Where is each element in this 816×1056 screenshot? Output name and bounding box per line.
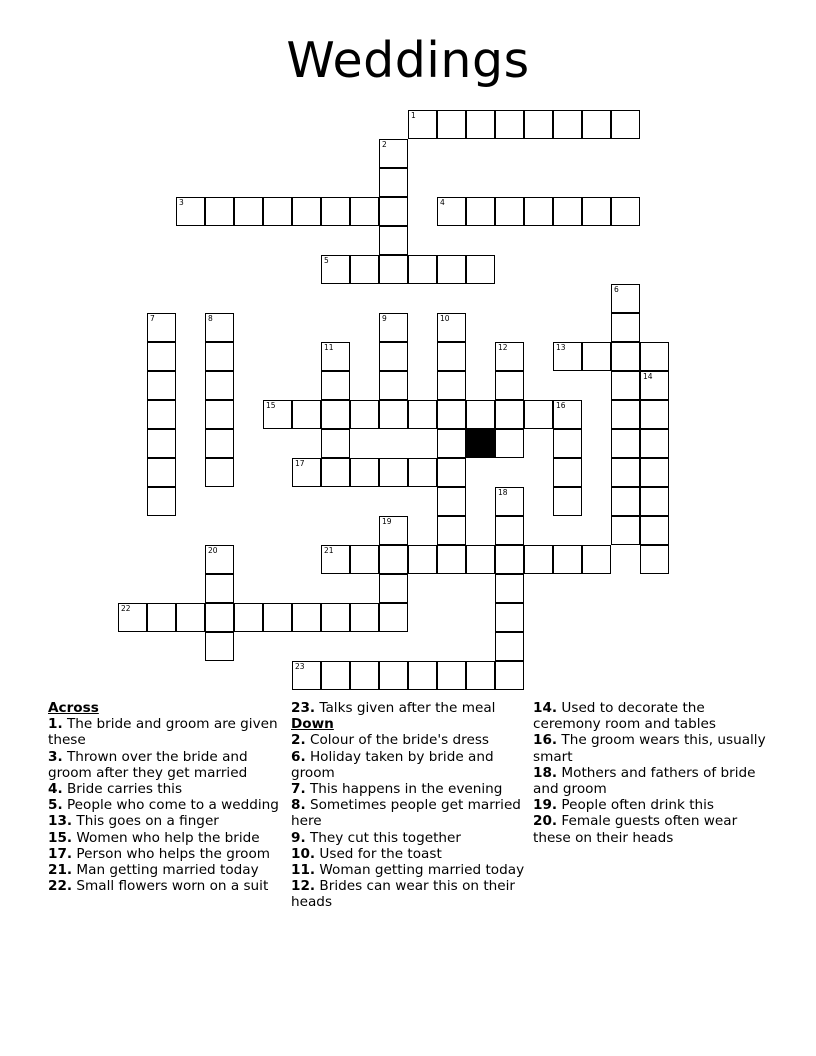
grid-cell[interactable] <box>611 429 640 458</box>
across-clue <box>48 830 288 846</box>
clue-number: 22 <box>121 604 131 613</box>
grid-cell[interactable] <box>495 661 524 690</box>
clue-number: 2 <box>382 140 387 149</box>
clue-text: Used to decorate the ceremony room and tables <box>533 700 716 733</box>
grid-cell[interactable] <box>379 661 408 690</box>
grid-cell[interactable] <box>147 313 176 342</box>
clue-text: The bride and groom are given these <box>48 716 278 749</box>
grid-cell[interactable] <box>553 487 582 516</box>
clue-number: 16 <box>556 401 566 410</box>
black-square <box>466 429 495 458</box>
clue-text: They cut this together <box>305 829 461 846</box>
grid-cell[interactable] <box>408 661 437 690</box>
grid-cell[interactable] <box>263 400 292 429</box>
grid-cell[interactable] <box>466 255 495 284</box>
grid-cell[interactable] <box>640 487 669 516</box>
grid-cell[interactable] <box>611 487 640 516</box>
across-clue <box>48 846 288 862</box>
across-clue <box>48 749 288 781</box>
grid-cell[interactable] <box>379 574 408 603</box>
clue-number: 17 <box>295 459 305 468</box>
grid-cell[interactable] <box>466 400 495 429</box>
down-clue <box>291 781 531 797</box>
grid-cell[interactable] <box>263 197 292 226</box>
clue-number: 18 <box>498 488 508 497</box>
grid-cell[interactable] <box>350 197 379 226</box>
down-clue <box>291 830 531 846</box>
clue-number-label: 12. <box>291 878 316 895</box>
grid-cell[interactable] <box>147 342 176 371</box>
clue-number-label: 17. <box>48 845 73 862</box>
grid-cell[interactable] <box>205 313 234 342</box>
grid-cell[interactable] <box>553 400 582 429</box>
grid-cell[interactable] <box>495 429 524 458</box>
grid-cell[interactable] <box>437 458 466 487</box>
grid-cell[interactable] <box>205 603 234 632</box>
grid-cell[interactable] <box>176 197 205 226</box>
clue-text: Brides can wear this on their heads <box>291 878 516 911</box>
grid-cell[interactable] <box>437 487 466 516</box>
grid-cell[interactable] <box>611 458 640 487</box>
page-title: Weddings <box>286 32 530 89</box>
grid-cell[interactable] <box>437 110 466 139</box>
grid-cell[interactable] <box>408 458 437 487</box>
grid-cell[interactable] <box>582 342 611 371</box>
down-heading: Down <box>291 716 334 733</box>
clue-number: 13 <box>556 343 566 352</box>
across-clue <box>48 797 288 813</box>
clue-text: This goes on a finger <box>72 813 219 830</box>
clue-number-label: 14. <box>533 700 558 716</box>
clue-number: 4 <box>440 198 445 207</box>
grid-cell[interactable] <box>611 284 640 313</box>
down-clue <box>291 862 531 878</box>
grid-cell[interactable] <box>321 429 350 458</box>
grid-cell[interactable] <box>292 458 321 487</box>
grid-cell[interactable] <box>640 516 669 545</box>
clue-number: 21 <box>324 546 334 555</box>
grid-cell[interactable] <box>321 661 350 690</box>
clue-number: 3 <box>179 198 184 207</box>
across-heading: Across <box>48 700 99 716</box>
down-clue <box>533 732 773 764</box>
grid-cell[interactable] <box>408 545 437 574</box>
grid-cell[interactable] <box>524 400 553 429</box>
grid-cell[interactable] <box>495 516 524 545</box>
grid-cell[interactable] <box>205 197 234 226</box>
clue-number: 19 <box>382 517 392 526</box>
grid-cell[interactable] <box>321 197 350 226</box>
clue-number-label: 19. <box>533 797 558 814</box>
grid-cell[interactable] <box>321 400 350 429</box>
grid-cell[interactable] <box>205 400 234 429</box>
grid-cell[interactable] <box>350 545 379 574</box>
across-clue <box>48 716 288 748</box>
grid-cell[interactable] <box>379 313 408 342</box>
grid-cell[interactable] <box>495 400 524 429</box>
clue-number-label: 22. <box>48 878 73 895</box>
clue-number-label: 3. <box>48 748 63 765</box>
grid-cell[interactable] <box>408 110 437 139</box>
grid-cell[interactable] <box>524 197 553 226</box>
clue-number: 5 <box>324 256 329 265</box>
grid-cell[interactable] <box>350 255 379 284</box>
grid-cell[interactable] <box>379 139 408 168</box>
grid-cell[interactable] <box>437 516 466 545</box>
grid-cell[interactable] <box>379 255 408 284</box>
clue-number-label: 13. <box>48 813 73 830</box>
clue-number: 15 <box>266 401 276 410</box>
clue-text: Female guests often wear these on their heads <box>533 813 738 846</box>
clue-text: Sometimes people get married here <box>291 797 521 830</box>
grid-cell[interactable] <box>640 429 669 458</box>
grid-cell[interactable] <box>437 545 466 574</box>
clue-number-label: 23. <box>291 700 316 716</box>
grid-cell[interactable] <box>495 574 524 603</box>
grid-cell[interactable] <box>147 458 176 487</box>
clue-number-label: 10. <box>291 845 316 862</box>
clue-number: 1 <box>411 111 416 120</box>
across-clue <box>291 700 531 716</box>
grid-cell[interactable] <box>582 197 611 226</box>
grid-cell[interactable] <box>379 197 408 226</box>
clue-number: 20 <box>208 546 218 555</box>
across-clue <box>48 813 288 829</box>
clue-number: 9 <box>382 314 387 323</box>
grid-cell[interactable] <box>611 110 640 139</box>
clue-text: Woman getting married today <box>315 862 525 879</box>
grid-cell[interactable] <box>292 197 321 226</box>
clue-text: Talks given after the meal <box>315 700 496 716</box>
grid-cell[interactable] <box>379 168 408 197</box>
grid-cell[interactable] <box>292 603 321 632</box>
grid-cell[interactable] <box>611 371 640 400</box>
clues-column-2 <box>291 700 531 911</box>
clue-number-label: 5. <box>48 797 63 814</box>
grid-cell[interactable] <box>321 371 350 400</box>
down-clue <box>533 700 773 732</box>
grid-cell[interactable] <box>147 487 176 516</box>
clue-number-label: 1. <box>48 716 63 733</box>
clue-number-label: 11. <box>291 862 316 879</box>
clue-text: Thrown over the bride and groom after they get married <box>48 748 248 781</box>
grid-cell[interactable] <box>408 255 437 284</box>
clue-number-label: 7. <box>291 781 306 798</box>
grid-cell[interactable] <box>466 197 495 226</box>
grid-cell[interactable] <box>495 342 524 371</box>
clue-number-label: 20. <box>533 813 558 830</box>
grid-cell[interactable] <box>437 197 466 226</box>
grid-cell[interactable] <box>379 545 408 574</box>
grid-cell[interactable] <box>437 429 466 458</box>
grid-cell[interactable] <box>408 400 437 429</box>
down-clue <box>533 813 773 845</box>
clue-number-label: 2. <box>291 732 306 749</box>
grid-cell[interactable] <box>611 516 640 545</box>
grid-cell[interactable] <box>321 603 350 632</box>
grid-cell[interactable] <box>437 313 466 342</box>
clue-number: 14 <box>643 372 653 381</box>
grid-cell[interactable] <box>611 342 640 371</box>
grid-cell[interactable] <box>466 110 495 139</box>
grid-cell[interactable] <box>350 458 379 487</box>
grid-cell[interactable] <box>553 197 582 226</box>
grid-cell[interactable] <box>118 603 147 632</box>
clue-number-label: 8. <box>291 797 306 814</box>
clue-number: 11 <box>324 343 334 352</box>
clue-text: People who come to a wedding <box>62 797 279 814</box>
grid-cell[interactable] <box>321 545 350 574</box>
grid-cell[interactable] <box>495 632 524 661</box>
grid-cell[interactable] <box>321 342 350 371</box>
grid-cell[interactable] <box>495 487 524 516</box>
clues-column-1 <box>48 700 288 894</box>
clue-number-label: 9. <box>291 829 306 846</box>
grid-cell[interactable] <box>205 632 234 661</box>
clue-number-label: 6. <box>291 748 306 765</box>
clue-number: 12 <box>498 343 508 352</box>
grid-cell[interactable] <box>379 342 408 371</box>
grid-cell[interactable] <box>437 400 466 429</box>
grid-cell[interactable] <box>495 371 524 400</box>
grid-cell[interactable] <box>147 603 176 632</box>
grid-cell[interactable] <box>495 545 524 574</box>
down-clue <box>291 732 531 748</box>
clue-number: 23 <box>295 662 305 671</box>
grid-cell[interactable] <box>495 110 524 139</box>
grid-cell[interactable] <box>205 458 234 487</box>
clue-text: Person who helps the groom <box>72 845 270 862</box>
clues-column-3 <box>533 700 773 846</box>
grid-cell[interactable] <box>582 110 611 139</box>
grid-cell[interactable] <box>640 458 669 487</box>
grid-cell[interactable] <box>379 226 408 255</box>
grid-cell[interactable] <box>640 400 669 429</box>
grid-cell[interactable] <box>524 110 553 139</box>
clue-text: Colour of the bride's dress <box>305 732 490 749</box>
down-clue <box>291 797 531 829</box>
across-clue <box>48 878 288 894</box>
grid-cell[interactable] <box>147 371 176 400</box>
across-clue <box>48 862 288 878</box>
grid-cell[interactable] <box>263 603 292 632</box>
clue-text: Women who help the bride <box>72 829 260 846</box>
clue-text: Bride carries this <box>62 781 183 798</box>
grid-cell[interactable] <box>466 661 495 690</box>
clue-number-label: 21. <box>48 862 73 879</box>
grid-cell[interactable] <box>205 429 234 458</box>
clue-text: The groom wears this, usually smart <box>533 732 766 765</box>
grid-cell[interactable] <box>437 661 466 690</box>
grid-cell[interactable] <box>205 371 234 400</box>
down-clue <box>291 749 531 781</box>
grid-cell[interactable] <box>350 603 379 632</box>
grid-cell[interactable] <box>205 342 234 371</box>
grid-cell[interactable] <box>553 458 582 487</box>
across-clue <box>48 781 288 797</box>
grid-cell[interactable] <box>350 661 379 690</box>
down-clue <box>291 846 531 862</box>
grid-cell[interactable] <box>437 371 466 400</box>
grid-cell[interactable] <box>379 400 408 429</box>
grid-cell[interactable] <box>582 545 611 574</box>
clue-text: Holiday taken by bride and groom <box>291 748 494 781</box>
grid-cell[interactable] <box>176 603 205 632</box>
grid-cell[interactable] <box>611 313 640 342</box>
clue-number: 7 <box>150 314 155 323</box>
clue-number-label: 18. <box>533 764 558 781</box>
grid-cell[interactable] <box>234 197 263 226</box>
grid-cell[interactable] <box>147 429 176 458</box>
clue-number-label: 16. <box>533 732 558 749</box>
grid-cell[interactable] <box>495 197 524 226</box>
grid-cell[interactable] <box>292 400 321 429</box>
clue-number: 6 <box>614 285 619 294</box>
down-clue <box>533 765 773 797</box>
grid-cell[interactable] <box>292 661 321 690</box>
grid-cell[interactable] <box>321 255 350 284</box>
down-clue <box>533 797 773 813</box>
grid-cell[interactable] <box>350 400 379 429</box>
grid-cell[interactable] <box>640 342 669 371</box>
grid-cell[interactable] <box>147 400 176 429</box>
grid-cell[interactable] <box>553 545 582 574</box>
clue-text: Small flowers worn on a suit <box>72 878 269 895</box>
grid-cell[interactable] <box>553 342 582 371</box>
grid-cell[interactable] <box>466 545 495 574</box>
clue-text: This happens in the evening <box>305 781 503 798</box>
clue-number: 8 <box>208 314 213 323</box>
grid-cell[interactable] <box>379 603 408 632</box>
grid-cell[interactable] <box>553 429 582 458</box>
clue-number: 10 <box>440 314 450 323</box>
grid-cell[interactable] <box>379 458 408 487</box>
grid-cell[interactable] <box>379 371 408 400</box>
grid-cell[interactable] <box>524 545 553 574</box>
down-clue <box>291 878 531 910</box>
clue-text: Mothers and fathers of bride and groom <box>533 764 756 798</box>
grid-cell[interactable] <box>640 371 669 400</box>
grid-cell[interactable] <box>553 110 582 139</box>
grid-cell[interactable] <box>611 400 640 429</box>
grid-cell[interactable] <box>321 458 350 487</box>
clue-text: Used for the toast <box>315 845 442 862</box>
grid-cell[interactable] <box>640 545 669 574</box>
clue-text: People often drink this <box>557 797 714 814</box>
grid-cell[interactable] <box>495 603 524 632</box>
grid-cell[interactable] <box>379 516 408 545</box>
grid-cell[interactable] <box>205 545 234 574</box>
clue-number-label: 4. <box>48 781 63 798</box>
grid-cell[interactable] <box>205 574 234 603</box>
grid-cell[interactable] <box>234 603 263 632</box>
grid-cell[interactable] <box>437 255 466 284</box>
grid-cell[interactable] <box>437 342 466 371</box>
clue-text: Man getting married today <box>72 862 259 879</box>
grid-cell[interactable] <box>611 197 640 226</box>
clue-number-label: 15. <box>48 829 73 846</box>
